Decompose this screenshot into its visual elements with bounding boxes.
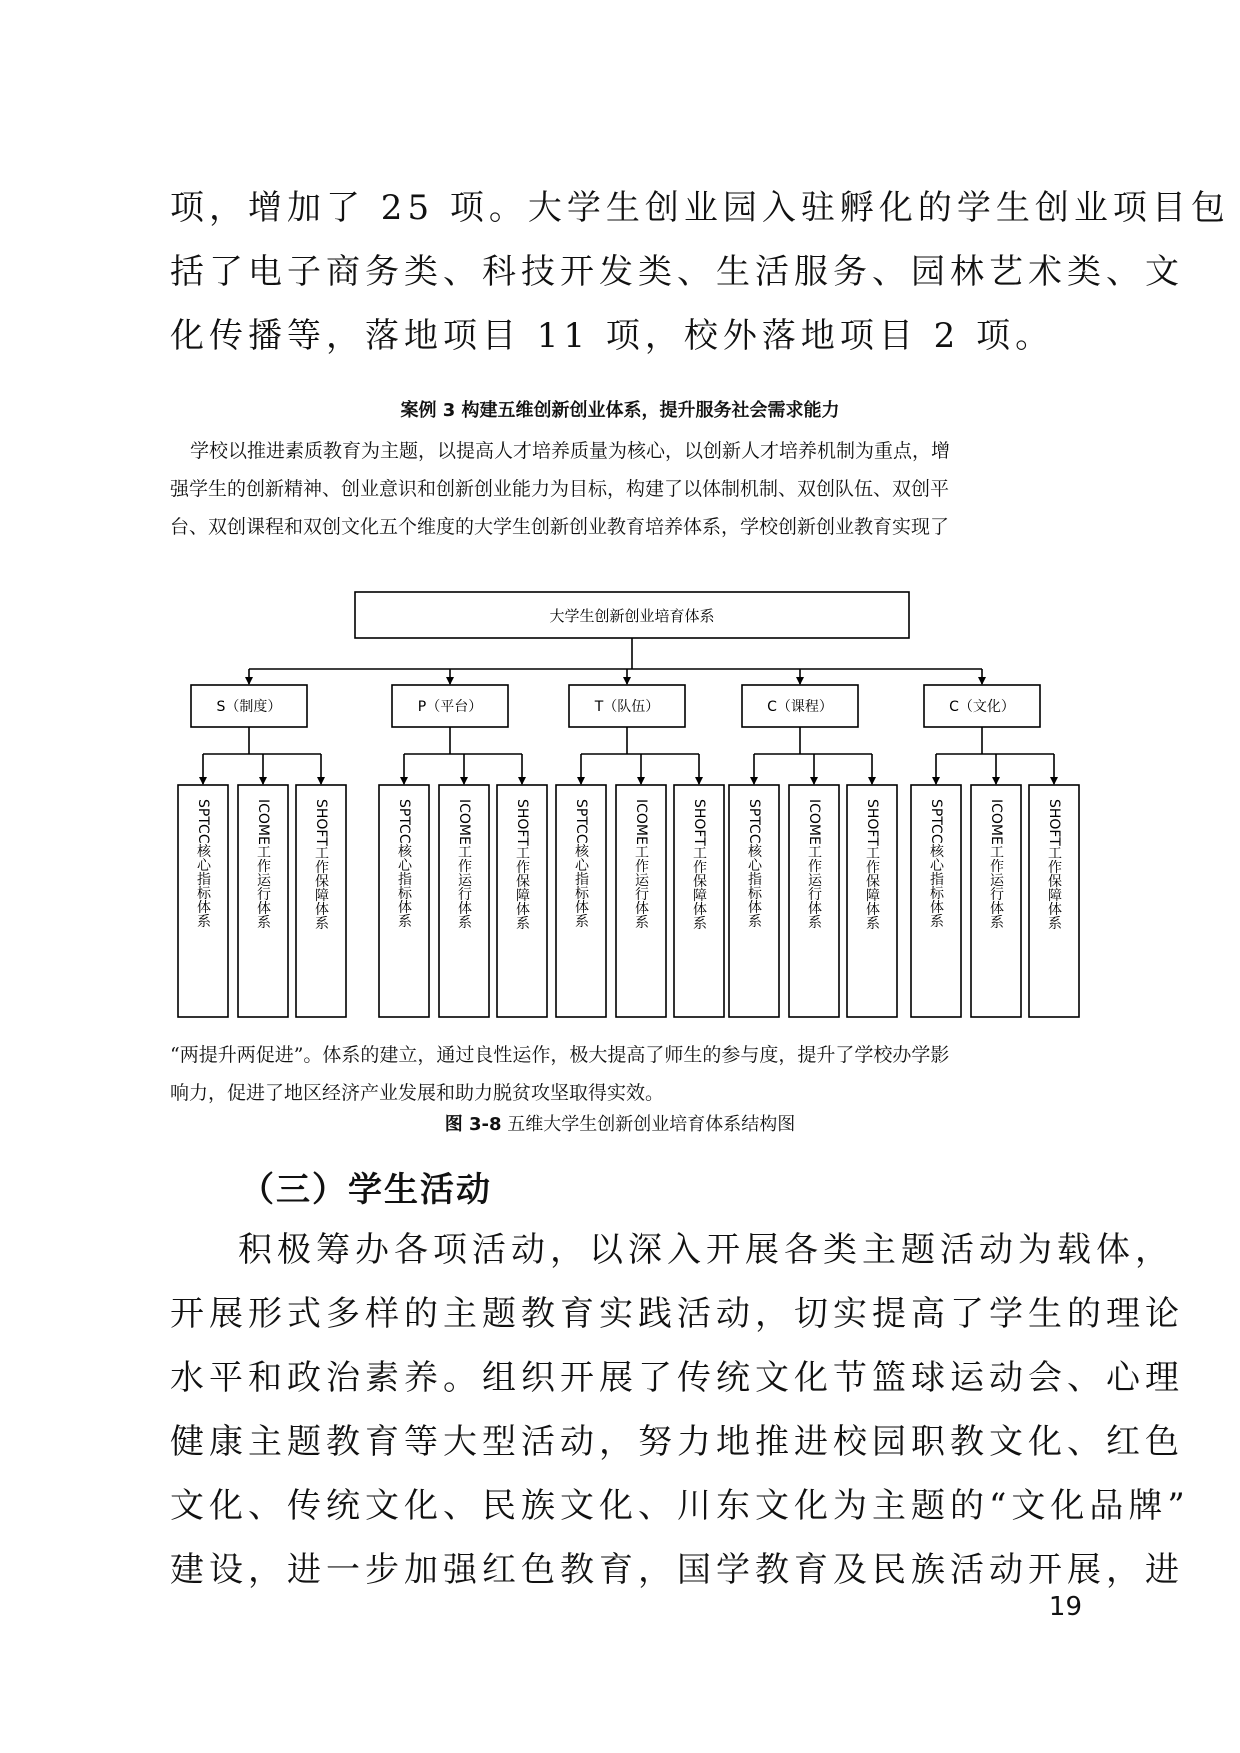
child-label: ICOME工作运行体系 <box>633 799 649 929</box>
child-label: SHOFT工作保障体系 <box>864 799 880 930</box>
paragraph-line: 积极筹办各项活动，以深入开展各类主题活动为载体， <box>238 1230 1174 1270</box>
paragraph-line: 强学生的创新精神、创业意识和创新创业能力为目标，构建了以体制机制、双创队伍、双创平 <box>170 478 950 500</box>
child-label: SHOFT工作保障体系 <box>313 799 329 930</box>
child-label: ICOME工作运行体系 <box>456 799 472 929</box>
child-label: SPTCC核心指标体系 <box>195 799 211 928</box>
branch-label: T（队伍） <box>594 699 660 715</box>
paragraph-line: 水平和政治素养。组织开展了传统文化节篮球运动会、心理 <box>170 1358 1184 1398</box>
paragraph-line: 项，增加了 25 项。大学生创业园入驻孵化的学生创业项目包 <box>170 188 1230 228</box>
child-label: SHOFT工作保障体系 <box>514 799 530 930</box>
paragraph-line: 括了电子商务类、科技开发类、生活服务、园林艺术类、文 <box>170 252 1184 292</box>
branch-label: C（文化） <box>949 699 1015 715</box>
page-number: 19 <box>1048 1592 1082 1622</box>
child-label: ICOME工作运行体系 <box>255 799 271 929</box>
child-label: SPTCC核心指标体系 <box>396 799 412 928</box>
child-label: ICOME工作运行体系 <box>988 799 1004 929</box>
branch-label: C（课程） <box>767 699 833 715</box>
paragraph-line: 建设，进一步加强红色教育，国学教育及民族活动开展，进 <box>170 1550 1184 1590</box>
paragraph-line: 开展形式多样的主题教育实践活动，切实提高了学生的理论 <box>170 1294 1184 1334</box>
section-heading: （三）学生活动 <box>240 1170 492 1210</box>
child-label: SHOFT工作保障体系 <box>691 799 707 930</box>
paragraph-line: “两提升两促进”。体系的建立，通过良性运作，极大提高了师生的参与度，提升了学校办学影 <box>170 1044 950 1066</box>
root-label: 大学生创新创业培育体系 <box>549 607 715 625</box>
child-label: ICOME工作运行体系 <box>806 799 822 929</box>
paragraph-line: 文化、传统文化、民族文化、川东文化为主题的“文化品牌” <box>170 1486 1190 1526</box>
child-label: SPTCC核心指标体系 <box>573 799 589 928</box>
paragraph-line: 化传播等，落地项目 11 项，校外落地项目 2 项。 <box>170 316 1055 356</box>
figure-number: 图 3-8 <box>444 1114 502 1135</box>
figure-caption <box>0 1110 1240 1136</box>
child-label: SPTCC核心指标体系 <box>746 799 762 928</box>
after-diagram-paragraph <box>170 1036 1070 1112</box>
branch-label: S（制度） <box>216 699 282 715</box>
paragraph-line: 学校以推进素质教育为主题，以提高人才培养质量为核心，以创新人才培养机制为重点，增 <box>190 440 951 462</box>
child-label: SPTCC核心指标体系 <box>928 799 944 928</box>
section-paragraph <box>170 1218 1190 1602</box>
case-title: 案例 3 构建五维创新创业体系，提升服务社会需求能力 <box>400 400 840 421</box>
paragraph-line: 响力，促进了地区经济产业发展和助力脱贫攻坚取得实效。 <box>170 1082 665 1104</box>
branch-label: P（平台） <box>417 699 483 715</box>
child-label: SHOFT工作保障体系 <box>1046 799 1062 930</box>
paragraph-line: 健康主题教育等大型活动，努力地推进校园职教文化、红色 <box>170 1422 1184 1462</box>
paragraph-line: 台、双创课程和双创文化五个维度的大学生创新创业教育培养体系，学校创新创业教育实现了 <box>170 516 950 538</box>
figure-caption-text: 五维大学生创新创业培育体系结构图 <box>507 1114 796 1135</box>
